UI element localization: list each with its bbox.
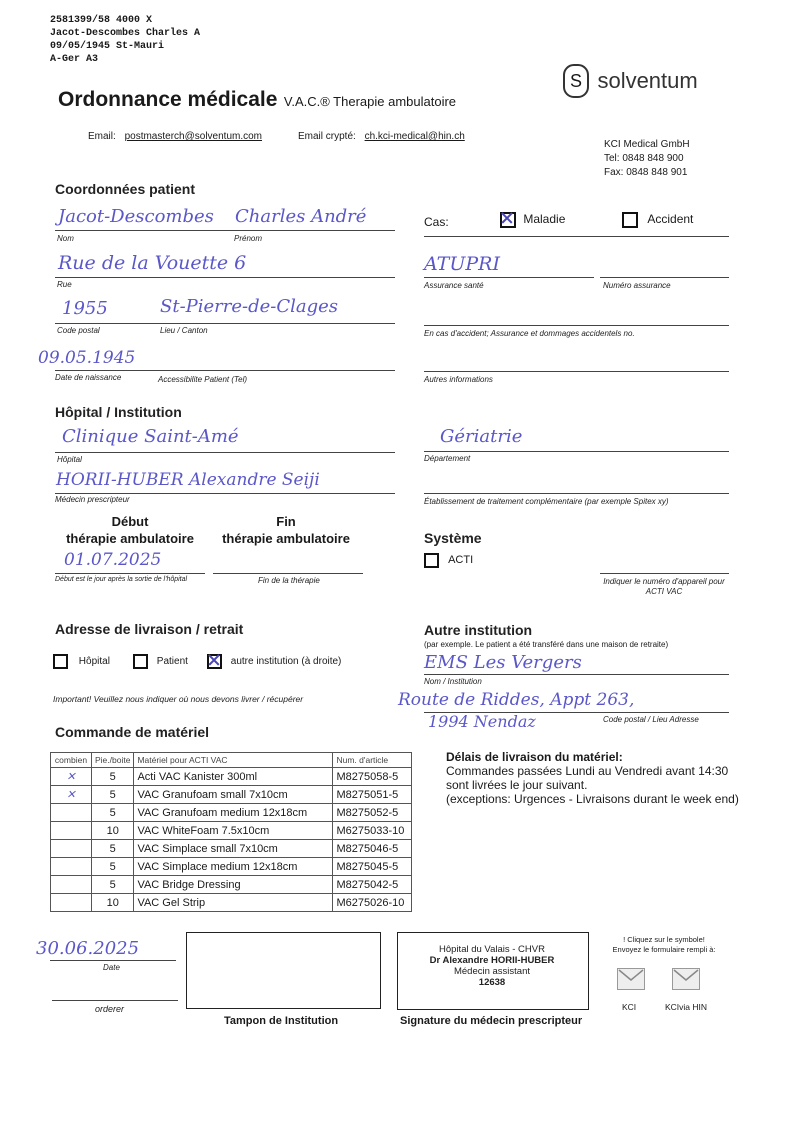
row-num: M8275042-5 xyxy=(333,876,412,894)
row-item: VAC Granufoam medium 12x18cm xyxy=(134,804,333,822)
doctor-stamp xyxy=(402,944,582,988)
systeme-section-title: Système xyxy=(424,530,482,546)
accident-option xyxy=(622,212,693,228)
row-qty: 5 xyxy=(92,804,134,822)
row-mark[interactable]: ✕ xyxy=(51,768,92,786)
dept-label: Département xyxy=(424,454,471,463)
debut-h2: thérapie ambulatoire xyxy=(66,531,194,546)
row-qty: 5 xyxy=(92,858,134,876)
cp-label: Code postal xyxy=(57,326,100,335)
row-num: M8275051-5 xyxy=(333,786,412,804)
title-sub: V.A.C.® Therapie ambulatoire xyxy=(283,94,457,109)
dob-label: Date de naissance xyxy=(55,373,122,382)
orderer-line xyxy=(52,1000,178,1001)
table-row[interactable] xyxy=(51,858,412,876)
hopital-line xyxy=(55,452,395,453)
hopital-value[interactable]: Clinique Saint-Amé xyxy=(62,426,239,447)
row-qty: 5 xyxy=(92,840,134,858)
company-name: KCI Medical GmbH xyxy=(604,139,690,150)
stamp-line-2: Dr Alexandre HORII-HUBER xyxy=(429,955,555,966)
materiel-header-qty: combien xyxy=(51,753,92,768)
cp-line xyxy=(55,323,395,324)
delais-line-2: sont livrées le jour suivant. xyxy=(446,778,588,792)
materiel-header-box: Pie./boite xyxy=(92,753,134,768)
row-qty: 10 xyxy=(92,894,134,912)
autre-inst-nom-line xyxy=(424,674,729,675)
nom-line xyxy=(55,230,395,231)
patient-nom-value[interactable]: Jacot-Descombes xyxy=(58,206,214,227)
table-row[interactable] xyxy=(51,894,412,912)
row-item: VAC WhiteFoam 7.5x10cm xyxy=(134,822,333,840)
livraison-autre-option xyxy=(207,654,341,669)
cas-label: Cas: xyxy=(424,215,449,229)
row-num: M8275046-5 xyxy=(333,840,412,858)
accident-label: Accident xyxy=(647,212,694,227)
patient-cp-value[interactable]: 1955 xyxy=(62,298,108,319)
autre-inst-section-title: Autre institution xyxy=(424,622,533,638)
livraison-hopital-option xyxy=(53,654,110,669)
patient-dob-value[interactable]: 09.05.1945 xyxy=(38,348,136,368)
kci-hin-mail-icon[interactable] xyxy=(672,968,700,990)
row-mark[interactable] xyxy=(51,894,92,912)
hopital-section-title: Hôpital / Institution xyxy=(55,404,182,420)
row-mark[interactable] xyxy=(51,804,92,822)
device-cap1: Indiquer le numéro d'appareil pour xyxy=(603,577,725,586)
table-row[interactable] xyxy=(51,804,412,822)
row-num: M8275045-5 xyxy=(333,858,412,876)
kci-label: KCI xyxy=(622,1002,637,1012)
prenom-label: Prénom xyxy=(234,234,263,243)
row-qty: 10 xyxy=(92,822,134,840)
device-line xyxy=(600,573,729,574)
crypt-email-label: Email crypté: xyxy=(298,131,356,142)
debut-line xyxy=(55,573,205,574)
patient-rue-value[interactable]: Rue de la Vouette 6 xyxy=(58,252,247,274)
livraison-hopital-checkbox[interactable] xyxy=(53,654,68,669)
fin-heading xyxy=(216,513,356,547)
table-row[interactable] xyxy=(51,840,412,858)
row-num: M8275058-5 xyxy=(333,768,412,786)
date-label: Date xyxy=(103,963,120,972)
delais-line-1: Commandes passées Lundi au Vendredi avant 14:30 xyxy=(446,764,729,778)
email-row xyxy=(88,131,262,142)
row-mark[interactable] xyxy=(51,822,92,840)
table-row[interactable] xyxy=(51,768,412,786)
assurance-value[interactable]: ATUPRI xyxy=(424,253,500,275)
livraison-autre-checkbox[interactable] xyxy=(207,654,222,669)
maladie-checkbox[interactable] xyxy=(500,212,516,228)
materiel-header-item: Matériel pour ACTI VAC xyxy=(134,753,333,768)
stamp-line-1: Hôpital du Valais - CHVR xyxy=(439,944,545,955)
delais-block xyxy=(446,750,739,806)
accident-no-label: En cas d'accident; Assurance et dommages accidentels no. xyxy=(424,329,635,338)
row-item: VAC Granufoam small 7x10cm xyxy=(134,786,333,804)
fin-line xyxy=(213,573,363,574)
livraison-section-title: Adresse de livraison / retrait xyxy=(55,621,244,637)
sticker-line-2: Jacot-Descombes Charles A xyxy=(50,28,201,39)
num-assurance-line xyxy=(600,277,729,278)
device-caption xyxy=(598,577,730,597)
fin-h2: thérapie ambulatoire xyxy=(222,531,350,546)
livraison-autre-label: autre institution (à droite) xyxy=(230,656,342,668)
email-label: Email: xyxy=(88,131,116,142)
livraison-patient-label: Patient xyxy=(156,656,188,668)
rue-line xyxy=(55,277,395,278)
row-item: VAC Bridge Dressing xyxy=(134,876,333,894)
kci-hin-label: KCIvia HIN xyxy=(665,1002,708,1012)
delais-line-3: (exceptions: Urgences - Livraisons durant le week end) xyxy=(446,792,739,806)
livraison-patient-checkbox[interactable] xyxy=(133,654,148,669)
materiel-table xyxy=(50,752,412,912)
patient-label-sticker xyxy=(50,14,200,66)
materiel-header-num: Num. d'article xyxy=(333,753,412,768)
debut-heading xyxy=(60,513,200,547)
autre-inst-nom-value[interactable]: EMS Les Vergers xyxy=(424,652,582,673)
envelope-icon xyxy=(673,969,699,989)
brand-name: solventum xyxy=(597,68,698,93)
autre-inst-nom-label: Nom / Institution xyxy=(424,677,482,686)
email-link[interactable]: postmasterch@solventum.com xyxy=(124,131,262,142)
row-qty: 5 xyxy=(92,786,134,804)
orderer-label: orderer xyxy=(95,1004,125,1014)
send-instructions xyxy=(598,935,730,955)
company-block xyxy=(604,138,690,180)
table-row[interactable] xyxy=(51,822,412,840)
accident-no-line xyxy=(424,325,729,326)
date-line xyxy=(50,960,176,961)
company-tel: Tel: 0848 848 900 xyxy=(604,153,684,164)
autre-inst-note: (par exemple. Le patient a été transféré dans une maison de retraite) xyxy=(424,640,669,649)
row-num: M8275052-5 xyxy=(333,804,412,822)
debut-h1: Début xyxy=(111,514,149,529)
autre-inst-adresse-value[interactable]: Route de Riddes, Appt 263, xyxy=(398,690,635,710)
table-row[interactable] xyxy=(51,786,412,804)
crypt-email-link[interactable]: ch.kci-medical@hin.ch xyxy=(364,131,465,142)
title-main: Ordonnance médicale xyxy=(58,88,278,111)
tel-label: Accessibilite Patient (Tel) xyxy=(158,375,248,384)
hopital-label: Hôpital xyxy=(57,455,82,464)
autre-inst-cp-label: Code postal / Lieu Adresse xyxy=(603,715,699,724)
row-item: Acti VAC Kanister 300ml xyxy=(134,768,333,786)
dept-value[interactable]: Gériatrie xyxy=(440,426,523,447)
row-mark[interactable]: ✕ xyxy=(51,786,92,804)
row-mark[interactable] xyxy=(51,876,92,894)
etab-line xyxy=(424,493,729,494)
signature-label: Signature du médecin prescripteur xyxy=(400,1015,583,1027)
autres-line xyxy=(424,371,729,372)
row-mark[interactable] xyxy=(51,840,92,858)
row-num: M6275033-10 xyxy=(333,822,412,840)
fin-caption: Fin de la thérapie xyxy=(258,576,320,585)
table-row[interactable] xyxy=(51,876,412,894)
row-item: VAC Simplace small 7x10cm xyxy=(134,840,333,858)
medecin-label: Médecin prescripteur xyxy=(55,495,130,504)
date-value[interactable]: 30.06.2025 xyxy=(36,938,140,959)
tampon-label: Tampon de Institution xyxy=(224,1015,339,1027)
maladie-option xyxy=(500,212,565,228)
autre-inst-ville-value[interactable]: 1994 Nendaz xyxy=(428,712,536,731)
click-line-2: Envoyez le formulaire rempli à: xyxy=(612,945,716,954)
cas-line xyxy=(424,236,729,237)
maladie-label: Maladie xyxy=(523,212,566,227)
lieu-label: Lieu / Canton xyxy=(160,326,208,335)
row-item: VAC Simplace medium 12x18cm xyxy=(134,858,333,876)
accident-checkbox[interactable] xyxy=(622,212,638,228)
assurance-line xyxy=(424,277,594,278)
crypt-email-row xyxy=(298,131,465,142)
page-title xyxy=(58,88,456,112)
envelope-icon xyxy=(618,969,644,989)
row-num: M6275026-10 xyxy=(333,894,412,912)
sticker-line-4: A-Ger A3 xyxy=(50,54,99,65)
rue-label: Rue xyxy=(57,280,72,289)
kci-mail-icon[interactable] xyxy=(617,968,645,990)
patient-prenom-value[interactable]: Charles André xyxy=(235,206,367,227)
dob-line xyxy=(55,370,395,371)
device-cap2: ACTI VAC xyxy=(645,587,683,596)
row-item: VAC Gel Strip xyxy=(134,894,333,912)
stamp-line-4: 12638 xyxy=(478,977,506,988)
click-line-1: ! Cliquez sur le symbole! xyxy=(623,935,705,944)
livraison-hopital-label: Hôpital xyxy=(78,656,110,668)
fin-h1: Fin xyxy=(276,514,296,529)
company-fax: Fax: 0848 848 901 xyxy=(604,167,688,178)
tampon-box[interactable] xyxy=(186,932,381,1009)
medecin-value[interactable]: HORII-HUBER Alexandre Seiji xyxy=(56,470,320,490)
livraison-important: Important! Veuillez nous indiquer où nous devons livrer / récupérer xyxy=(53,694,304,704)
brand-logo xyxy=(563,64,698,98)
acti-checkbox[interactable] xyxy=(424,553,439,568)
row-qty: 5 xyxy=(92,876,134,894)
row-qty: 5 xyxy=(92,768,134,786)
autres-label: Autres informations xyxy=(424,375,493,384)
delais-title: Délais de livraison du matériel: xyxy=(446,750,623,764)
dept-line xyxy=(424,451,729,452)
solventum-logo-icon: S xyxy=(563,64,589,98)
row-mark[interactable] xyxy=(51,858,92,876)
acti-label: ACTI xyxy=(448,554,474,567)
acti-option xyxy=(424,553,473,568)
debut-value[interactable]: 01.07.2025 xyxy=(64,550,162,570)
livraison-patient-option xyxy=(133,654,188,669)
nom-label: Nom xyxy=(57,234,74,243)
patient-lieu-value[interactable]: St-Pierre-de-Clages xyxy=(160,296,339,317)
num-assurance-label: Numéro assurance xyxy=(603,281,671,290)
medecin-line xyxy=(55,493,395,494)
stamp-line-3: Médecin assistant xyxy=(453,966,531,977)
assurance-label: Assurance santé xyxy=(424,281,484,290)
materiel-section-title: Commande de matériel xyxy=(55,724,210,740)
patient-section-title: Coordonnées patient xyxy=(55,181,196,197)
etab-label: Établissement de traitement complémentaire (par exemple Spitex xy) xyxy=(424,497,669,506)
debut-caption: Début est le jour après la sortie de l'hôpital xyxy=(55,576,188,583)
sticker-line-3: 09/05/1945 St-Mauri xyxy=(50,41,165,52)
sticker-line-1: 2581399/58 4000 X xyxy=(50,15,153,26)
materiel-header-row xyxy=(51,753,412,768)
